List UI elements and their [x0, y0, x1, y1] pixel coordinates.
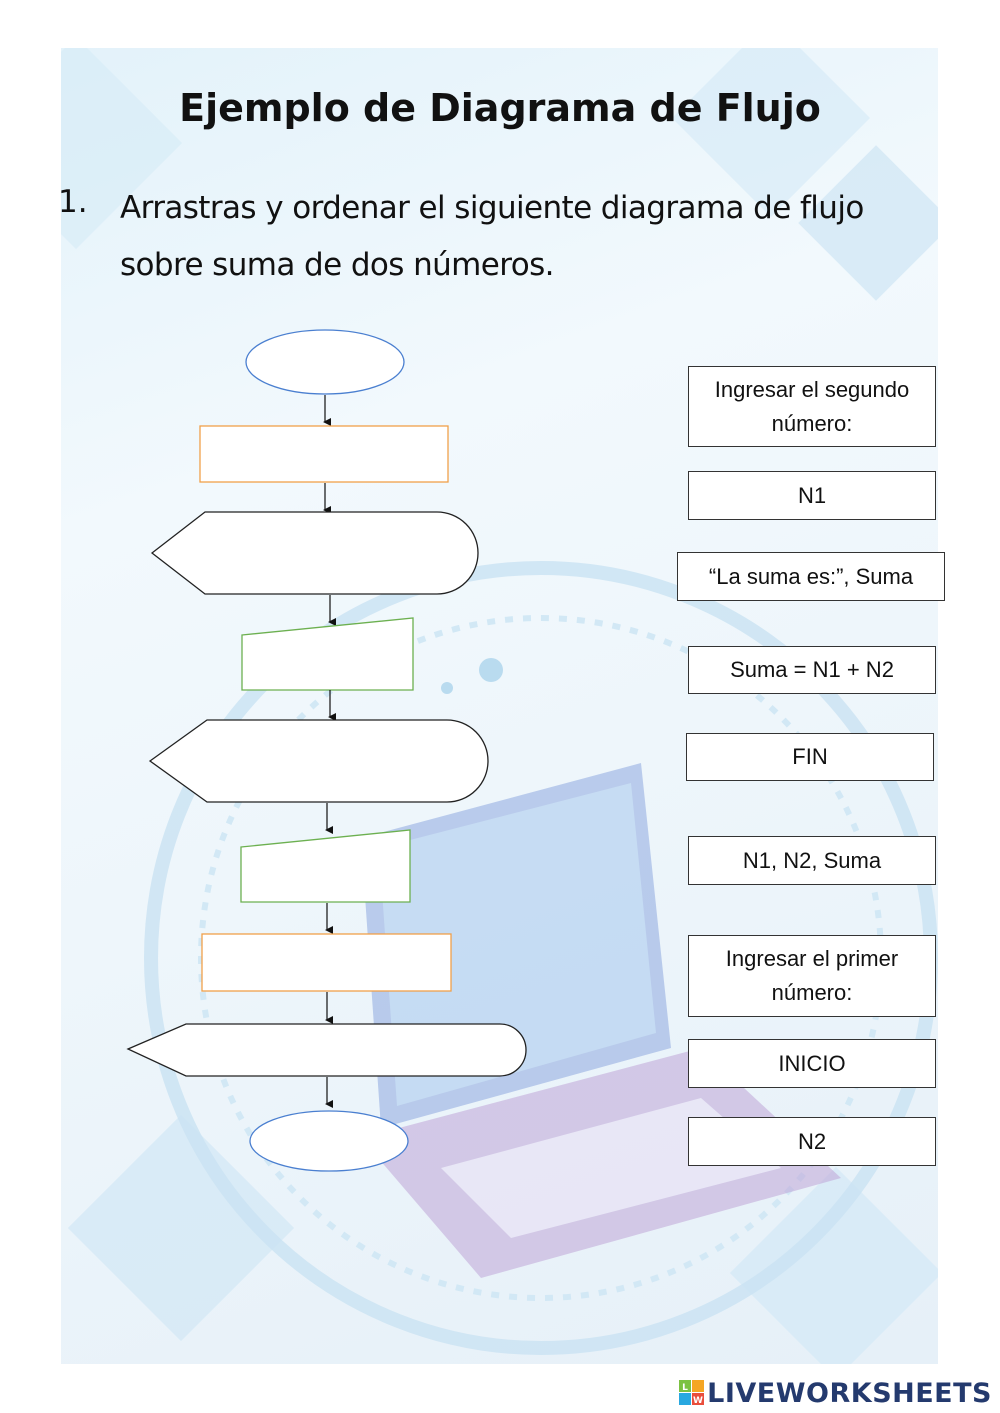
page-title: Ejemplo de Diagrama de Flujo	[179, 86, 821, 130]
brand-name: LIVEWORKSHEETS	[707, 1377, 992, 1409]
instruction-text: Arrastras y ordenar el siguiente diagrama de flujo sobre suma de dos números.	[120, 190, 864, 283]
slot-process-2[interactable]	[202, 934, 451, 991]
option-card[interactable]: Suma = N1 + N2	[688, 646, 936, 694]
liveworksheets-brand	[679, 1376, 992, 1410]
liveworksheets-logo-icon	[679, 1380, 705, 1406]
slot-input-1[interactable]	[242, 618, 413, 690]
option-card[interactable]: INICIO	[688, 1039, 936, 1088]
slot-process-1[interactable]	[200, 426, 448, 482]
slot-start-terminal[interactable]	[246, 330, 404, 394]
instruction-number: 1.	[58, 184, 88, 220]
slot-display-3[interactable]	[128, 1024, 526, 1076]
option-card[interactable]: N1	[688, 471, 936, 520]
option-card[interactable]: “La suma es:”, Suma	[677, 552, 945, 601]
slot-display-1[interactable]	[152, 512, 478, 594]
slot-end-terminal[interactable]	[250, 1111, 408, 1171]
slot-input-2[interactable]	[241, 830, 410, 902]
option-card[interactable]: Ingresar el primer número:	[688, 935, 936, 1017]
option-card[interactable]: N1, N2, Suma	[688, 836, 936, 885]
option-card[interactable]: N2	[688, 1117, 936, 1166]
logo-letter: W	[693, 1396, 704, 1406]
logo-letter: L	[682, 1383, 689, 1393]
option-card[interactable]: Ingresar el segundo número:	[688, 366, 936, 447]
slot-display-2[interactable]	[150, 720, 488, 802]
option-card[interactable]: FIN	[686, 733, 934, 781]
